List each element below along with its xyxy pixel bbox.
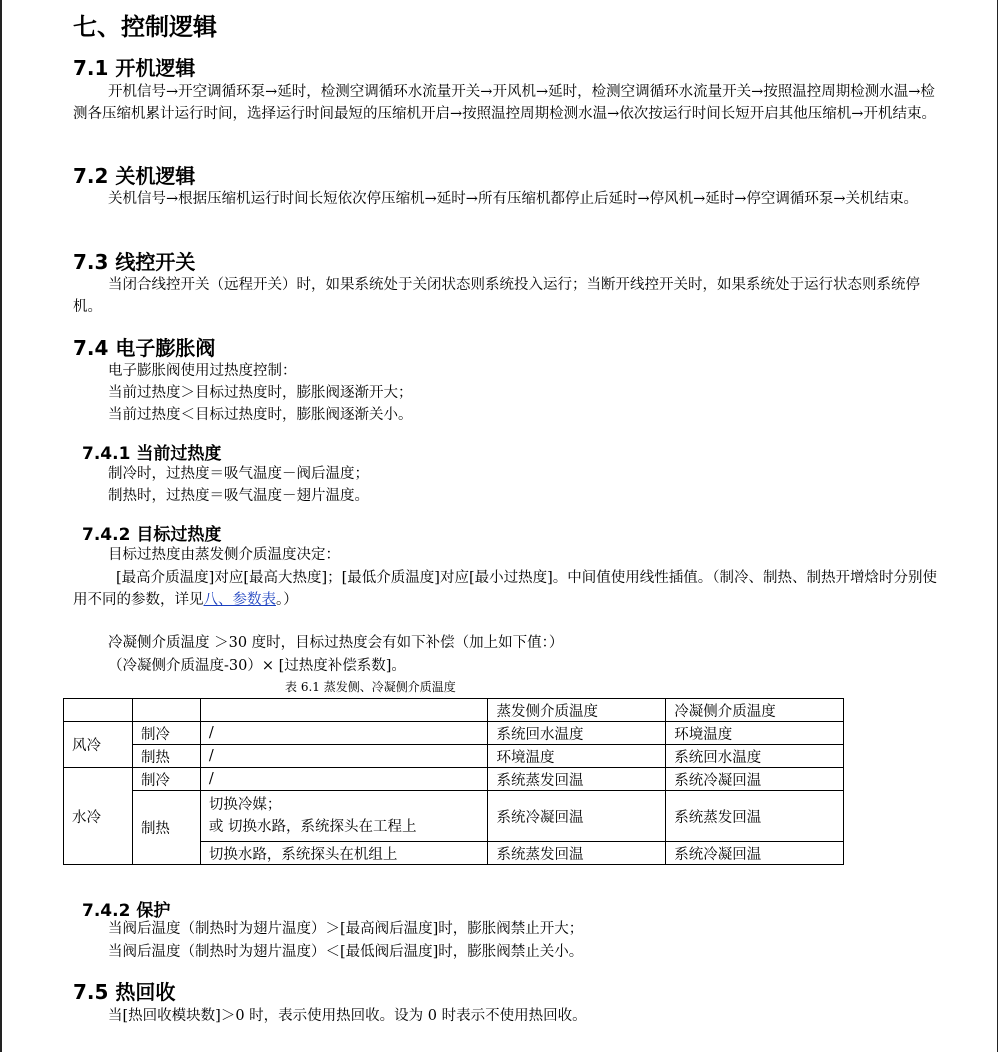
condition-line: 切换冷媒； xyxy=(208,797,282,813)
section-7-4-2-heading: 7.4.2 目标过热度 xyxy=(82,525,222,545)
protection-line: 当阀后温度（制热时为翅片温度）＞[最高阀后温度]时，膨胀阀禁止开大； xyxy=(108,921,584,937)
section-7-1-body: 开机信号→开空调循环泵→延时，检测空调循环水流量开关→开风机→延时，检测空调循环水流量开关→按照温控周期检测水温→检测各压缩机累计运行时间，选择运行时间最短的压缩机开启→按照温控周期检测水温→依次按运行时间长短开启其他压缩机→开机结束。 xyxy=(73,84,936,122)
parameter-table-link[interactable]: 八、参数表 xyxy=(203,592,276,608)
evap-cell: 系统冷凝回温 xyxy=(488,791,666,842)
cond-cell: 系统冷凝回温 xyxy=(666,842,844,865)
section-7-2-body: 关机信号→根据压缩机运行时间长短依次停压缩机→延时→所有压缩机都停止后延时→停风机→延时→停空调循环泵→关机结束。 xyxy=(108,191,919,207)
section-protection-heading: 7.4.2 保护 xyxy=(82,901,171,921)
section-7-1-heading: 7.1 开机逻辑 xyxy=(73,56,196,80)
compensation-line: 冷凝侧介质温度 ＞30 度时，目标过热度会有如下补偿（加上如下值：） xyxy=(108,635,564,651)
table-header-cell xyxy=(132,699,200,722)
type-cell-air: 风冷 xyxy=(64,722,133,768)
section-7-4-1-line: 制热时，过热度＝吸气温度－翅片温度。 xyxy=(108,488,369,504)
type-cell-water: 水冷 xyxy=(64,768,133,865)
protection-line: 当阀后温度（制热时为翅片温度）＜[最低阀后温度]时，膨胀阀禁止关小。 xyxy=(108,944,584,960)
condition-line: 或 切换水路，系统探头在工程上 xyxy=(208,819,417,835)
table-row xyxy=(64,722,844,745)
evap-cell: 系统蒸发回温 xyxy=(488,842,666,865)
section-7-2-heading: 7.2 关机逻辑 xyxy=(73,164,196,188)
mode-cell: 制冷 xyxy=(132,722,200,745)
table-header-cell: 蒸发侧介质温度 xyxy=(488,699,666,722)
evap-cell: 环境温度 xyxy=(488,745,666,768)
mode-cell: 制热 xyxy=(132,745,200,768)
paragraph-text: [最高介质温度]对应[最高大热度]；[最低介质温度]对应[最小过热度]。中间值使用线性插值。（制冷、制热、制热开增焓时分别使用不同的参数，详见 xyxy=(73,570,938,608)
paragraph-text: 。） xyxy=(276,592,298,608)
section-7-4-line: 当前过热度＜目标过热度时，膨胀阀逐渐关小。 xyxy=(108,407,413,423)
section-7-4-1-heading: 7.4.1 当前过热度 xyxy=(82,444,222,464)
mode-cell: 制热 xyxy=(132,791,200,865)
table-row xyxy=(64,791,844,842)
condition-cell: 切换水路，系统探头在机组上 xyxy=(200,842,488,865)
section-7-3-body: 当闭合线控开关（远程开关）时，如果系统处于关闭状态则系统投入运行；当断开线控开关时，如果系统处于运行状态则系统停机。 xyxy=(73,277,920,315)
section-7-5-body: 当[热回收模块数]＞0 时，表示使用热回收。设为 0 时表示不使用热回收。 xyxy=(108,1008,587,1024)
condition-cell: / xyxy=(200,768,488,791)
cond-cell: 系统冷凝回温 xyxy=(666,768,844,791)
section-7-4-2-intro: 目标过热度由蒸发侧介质温度决定： xyxy=(108,547,340,563)
cond-cell: 系统回水温度 xyxy=(666,745,844,768)
section-7-4-heading: 7.4 电子膨胀阀 xyxy=(73,336,216,360)
table-header-cell xyxy=(64,699,133,722)
section-7-4-1-line: 制冷时，过热度＝吸气温度－阀后温度； xyxy=(108,466,369,482)
section-7-5-heading: 7.5 热回收 xyxy=(73,980,176,1004)
section-7-4-line: 当前过热度＞目标过热度时，膨胀阀逐渐开大； xyxy=(108,385,413,401)
evap-cell: 系统蒸发回温 xyxy=(488,768,666,791)
compensation-formula: （冷凝侧介质温度-30）× [过热度补偿系数]。 xyxy=(108,658,406,674)
mode-cell: 制冷 xyxy=(132,768,200,791)
chapter-title: 七、控制逻辑 xyxy=(73,13,217,41)
cond-cell: 系统蒸发回温 xyxy=(666,791,844,842)
condition-cell: / xyxy=(200,722,488,745)
table-row xyxy=(64,745,844,768)
table-header-cell xyxy=(200,699,488,722)
section-7-4-2-paragraph xyxy=(73,567,947,611)
condition-cell: / xyxy=(200,745,488,768)
condition-cell xyxy=(200,791,488,842)
medium-temperature-table xyxy=(63,698,844,865)
table-caption: 表 6.1 蒸发侧、冷凝侧介质温度 xyxy=(285,680,456,694)
table-row xyxy=(64,768,844,791)
section-7-4-line: 电子膨胀阀使用过热度控制： xyxy=(108,363,297,379)
evap-cell: 系统回水温度 xyxy=(488,722,666,745)
cond-cell: 环境温度 xyxy=(666,722,844,745)
section-7-3-heading: 7.3 线控开关 xyxy=(73,250,196,274)
table-header-cell: 冷凝侧介质温度 xyxy=(666,699,844,722)
table-header-row xyxy=(64,699,844,722)
